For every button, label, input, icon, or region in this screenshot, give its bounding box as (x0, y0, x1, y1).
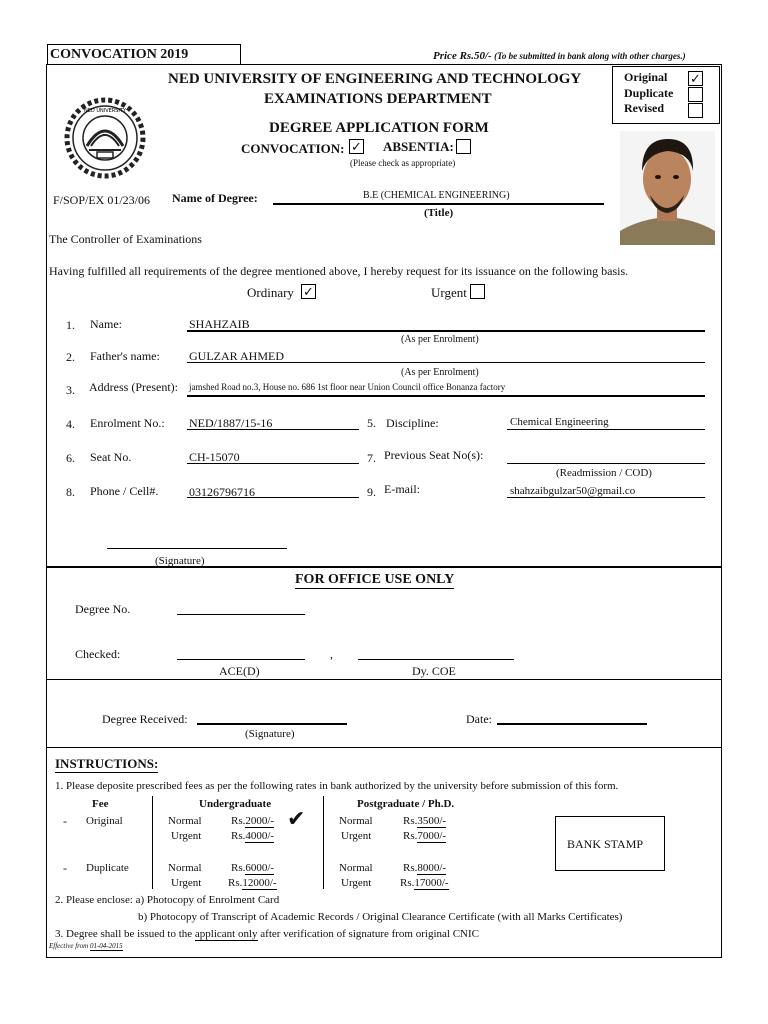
check-icon: ✓ (690, 71, 701, 86)
address-label: Address (Present): (89, 380, 178, 394)
fee-table-divider-1 (152, 796, 153, 889)
signature-line[interactable] (107, 548, 287, 549)
pg-dup-normal-fee (403, 862, 446, 874)
field-number: 5. (367, 416, 376, 430)
pg-orig-normal-label: Normal (339, 815, 373, 827)
rs-prefix: Rs. (231, 815, 246, 827)
phone-label: Phone / Cell#. (90, 484, 159, 498)
dycoe-label: Dy. COE (412, 664, 456, 678)
urgent-label: Urgent (431, 285, 467, 300)
instructions-heading: INSTRUCTIONS: (55, 756, 159, 771)
ordinary-label: Ordinary (247, 285, 294, 300)
ug-dup-urgent-fee (228, 877, 277, 889)
degree-label: Name of Degree: (172, 191, 258, 205)
convocation-checkbox[interactable] (349, 139, 364, 154)
absentia-label: ABSENTIA: (383, 139, 454, 154)
enrolment-value[interactable]: NED/1887/15-16 (189, 416, 273, 430)
check-note: (Please check as appropriate) (350, 158, 456, 168)
original-dash: - (63, 814, 67, 828)
addressee: The Controller of Examinations (49, 232, 202, 246)
form-code: F/SOP/EX 01/23/06 (53, 193, 151, 207)
copy-original-label: Original (624, 70, 668, 84)
fee-table-divider-2 (323, 796, 324, 889)
received-signature-label: (Signature) (245, 728, 295, 740)
degree-received-label: Degree Received: (102, 712, 188, 726)
office-divider (46, 566, 721, 568)
email-line (507, 497, 705, 498)
seat-label: Seat No. (90, 450, 132, 464)
rs-prefix: Rs. (403, 815, 418, 827)
request-text: Having fulfilled all requirements of the degree mentioned above, I hereby request for its issuance on the following basis. (49, 264, 629, 278)
fee-header: Fee (92, 798, 109, 810)
ug-dup-normal-label: Normal (168, 862, 202, 874)
fee-amount: 4000/- (245, 830, 275, 842)
effective-value: 01-04-2015 (89, 942, 123, 950)
enrolment-label: Enrolment No.: (90, 416, 165, 430)
discipline-line (507, 429, 705, 430)
university-name: NED UNIVERSITY OF ENGINEERING AND TECHNOLOGY (168, 71, 582, 87)
pg-orig-urgent-label: Urgent (341, 830, 372, 842)
fee-amount: 12000/- (242, 877, 277, 889)
rs-prefix: Rs. (403, 830, 418, 842)
seat-line (187, 463, 359, 464)
date-line[interactable] (497, 723, 647, 725)
ug-orig-urgent-label: Urgent (171, 830, 202, 842)
instruction-2b: b) Photocopy of Transcript of Academic Records / Original Clearance Certificate (with all Marks Certificates) (138, 911, 623, 923)
instruction-3-emphasis: applicant only (194, 928, 258, 940)
father-line (187, 362, 705, 363)
ug-orig-normal-label: Normal (168, 815, 202, 827)
selected-check-icon: ✔ (287, 806, 306, 831)
check-icon: ✓ (351, 139, 362, 154)
pg-orig-urgent-fee (403, 830, 446, 842)
ordinary-checkbox[interactable] (301, 284, 316, 299)
price-note: (To be submitted in bank along with other charges.) (494, 51, 686, 61)
pg-dup-normal-label: Normal (339, 862, 373, 874)
instruction-3 (55, 928, 479, 940)
pg-orig-normal-fee (403, 815, 446, 827)
pg-dup-urgent-label: Urgent (341, 877, 372, 889)
field-number: 1. (66, 318, 75, 332)
instructions-divider (46, 747, 721, 748)
readmission-note: (Readmission / COD) (556, 467, 652, 479)
pg-header: Postgraduate / Ph.D. (357, 798, 455, 810)
absentia-checkbox[interactable] (456, 139, 471, 154)
fee-amount: 17000/- (414, 877, 449, 889)
copy-duplicate-label: Duplicate (624, 86, 674, 100)
email-value[interactable]: shahzaibgulzar50@gmail.co (510, 485, 636, 497)
father-note: (As per Enrolment) (401, 367, 479, 378)
price-amount: Price Rs.50/- (433, 50, 492, 62)
field-number: 4. (66, 417, 75, 431)
discipline-value[interactable]: Chemical Engineering (510, 416, 609, 428)
degree-line (273, 203, 604, 205)
seat-value[interactable]: CH-15070 (189, 450, 240, 464)
discipline-label: Discipline: (386, 416, 439, 430)
date-label: Date: (466, 712, 492, 726)
prev-seat-line[interactable] (507, 463, 705, 464)
checked-label: Checked: (75, 647, 121, 661)
pg-dup-urgent-fee (400, 877, 449, 889)
convocation-label: CONVOCATION: (241, 141, 345, 156)
instruction-2a: 2. Please enclose: a) Photocopy of Enrolment Card (55, 894, 280, 906)
copy-original-checkbox[interactable] (688, 71, 703, 86)
copy-duplicate-checkbox[interactable] (688, 87, 703, 102)
name-value[interactable]: SHAHZAIB (189, 317, 250, 331)
office-heading: FOR OFFICE USE ONLY (295, 572, 455, 587)
rs-prefix: Rs. (403, 862, 418, 874)
original-label: Original (86, 815, 123, 827)
ug-orig-urgent-fee (231, 830, 274, 842)
department-name: EXAMINATIONS DEPARTMENT (264, 91, 492, 107)
degree-no-line[interactable] (177, 614, 305, 615)
fee-amount: 2000/- (245, 815, 275, 827)
name-label: Name: (90, 317, 122, 331)
bank-stamp-label: BANK STAMP (567, 837, 644, 851)
prev-seat-label: Previous Seat No(s): (384, 448, 484, 462)
fee-amount: 7000/- (417, 830, 447, 842)
field-number: 2. (66, 350, 75, 364)
fee-amount: 8000/- (417, 862, 447, 874)
university-logo (63, 96, 147, 180)
convocation-year: CONVOCATION 2019 (50, 47, 189, 62)
fee-amount: 3500/- (417, 815, 447, 827)
field-number: 8. (66, 485, 75, 499)
copy-revised-checkbox[interactable] (688, 103, 703, 118)
address-value[interactable]: jamshed Road no.3, House no. 686 1st floor near Union Council office Bonanza factory (189, 382, 506, 392)
father-value[interactable]: GULZAR AHMED (189, 349, 284, 363)
check-icon: ✓ (303, 284, 314, 299)
urgent-checkbox[interactable] (470, 284, 485, 299)
rs-prefix: Rs. (231, 830, 246, 842)
copy-revised-label: Revised (624, 101, 664, 115)
instruction-3-post: after verification of signature from original CNIC (260, 928, 479, 940)
title-label: (Title) (424, 207, 454, 219)
instruction-1: 1. Please deposite prescribed fees as per the following rates in bank authorized by the university before submission of this form. (55, 780, 619, 792)
duplicate-dash: - (63, 861, 67, 875)
office-divider-2 (46, 679, 721, 680)
father-label: Father's name: (90, 349, 160, 363)
rs-prefix: Rs. (231, 862, 246, 874)
dycoe-line[interactable] (358, 659, 514, 660)
address-line (187, 395, 705, 397)
degree-no-label: Degree No. (75, 602, 131, 616)
svg-text:NED UNIVERSITY: NED UNIVERSITY (83, 108, 127, 114)
ace-label: ACE(D) (219, 664, 260, 678)
fee-amount: 6000/- (245, 862, 275, 874)
checked-comma: , (330, 647, 333, 661)
enrolment-line (187, 429, 359, 430)
ug-orig-normal-fee (231, 815, 274, 827)
ug-dup-urgent-label: Urgent (171, 877, 202, 889)
degree-value[interactable]: B.E (CHEMICAL ENGINEERING) (363, 190, 510, 201)
name-note: (As per Enrolment) (401, 334, 479, 345)
ace-line[interactable] (177, 659, 305, 660)
field-number: 9. (367, 485, 376, 499)
price (433, 50, 686, 62)
email-label: E-mail: (384, 482, 420, 496)
duplicate-label: Duplicate (86, 862, 129, 874)
ug-header: Undergraduate (199, 798, 272, 810)
rs-prefix: Rs. (228, 877, 243, 889)
degree-received-line[interactable] (197, 723, 347, 725)
effective-date (49, 942, 123, 950)
effective-label: Effective from (49, 942, 89, 950)
name-line (187, 330, 705, 332)
phone-value[interactable]: 03126796716 (189, 485, 255, 499)
signature-label: (Signature) (155, 555, 205, 567)
field-number: 6. (66, 451, 75, 465)
instruction-3-pre: 3. Degree shall be issued to the (55, 928, 193, 940)
field-number: 3. (66, 383, 75, 397)
applicant-photo (620, 131, 715, 245)
ug-dup-normal-fee (231, 862, 274, 874)
field-number: 7. (367, 451, 376, 465)
phone-line (187, 497, 359, 498)
rs-prefix: Rs. (400, 877, 415, 889)
form-title: DEGREE APPLICATION FORM (269, 120, 489, 136)
